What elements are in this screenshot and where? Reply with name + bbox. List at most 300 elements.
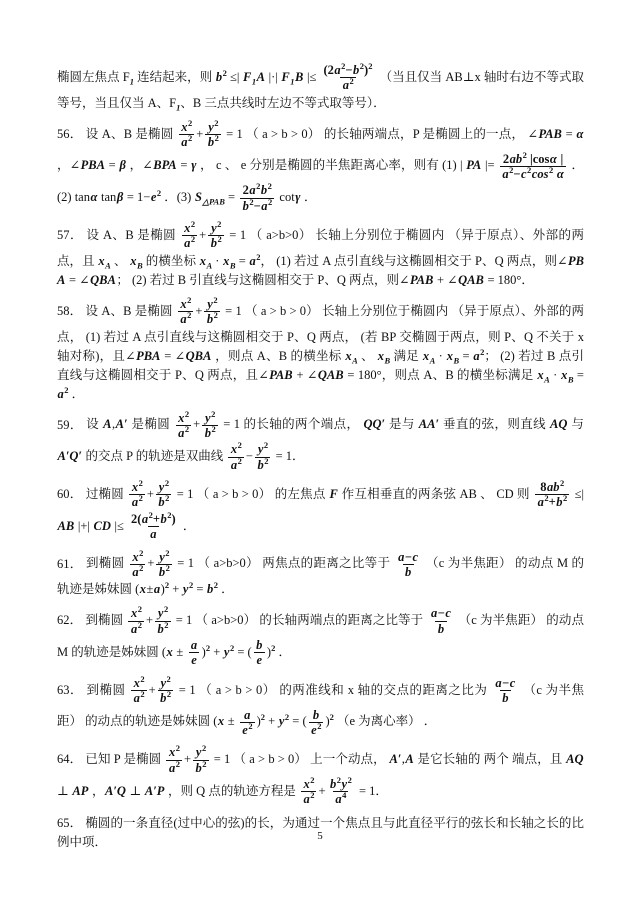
math-it: b [242, 198, 249, 213]
math-it: A [405, 752, 414, 766]
math-sup: 2 [329, 712, 334, 723]
math-sup: 2 [188, 117, 193, 128]
math-sup: 2 [336, 774, 342, 785]
math-sup: 2 [248, 720, 253, 731]
math-it: PAB [409, 272, 434, 287]
math-it: b [437, 621, 445, 636]
math-it: a [249, 183, 256, 198]
math-sup: 2 [164, 619, 169, 630]
math-it: y [211, 221, 217, 235]
math-it: a [57, 386, 64, 401]
math-sup: 2 [175, 758, 180, 769]
math-sub: B [136, 260, 143, 271]
math-sup: 2 [284, 712, 290, 723]
math-it: b [158, 495, 165, 510]
math-it: β [116, 190, 124, 204]
math-it: a [133, 691, 140, 706]
math-it: A′Q [105, 783, 126, 798]
math-fraction [202, 408, 218, 441]
math-fraction [179, 117, 195, 150]
math-it: b [195, 760, 202, 775]
math-it: AQ [550, 417, 568, 432]
math-sup: 2 [138, 477, 143, 488]
math-it: γ [295, 190, 301, 204]
math-it: AP [72, 783, 89, 798]
math-sup: 2 [137, 619, 142, 630]
math-sup: 2 [268, 196, 273, 207]
math-sup: 2 [522, 149, 527, 160]
problem-number: 64． [57, 752, 86, 766]
math-sup: 2 [188, 132, 193, 143]
math-fraction [129, 477, 145, 510]
math-sup: 2 [139, 562, 144, 573]
problem-number: 62． [57, 613, 86, 627]
math-sup: 2 [237, 455, 242, 466]
math-it: A′ [389, 752, 402, 766]
problem-number: 60． [57, 486, 86, 501]
problem-paragraph [57, 675, 584, 739]
math-it: A′ [115, 417, 128, 432]
math-it: a [502, 166, 509, 181]
math-sub: A [105, 260, 111, 271]
math-sub: A [544, 374, 550, 384]
math-sup: 4 [342, 790, 347, 801]
problem-paragraph [57, 605, 584, 669]
math-it: x [537, 367, 544, 382]
problem-content: 到椭圆 $\frac{x^2}{a^2}$ + $\frac{y^2}{b^2}$ = 1 （ a>b>0） 两焦点的距离之比等于 $\frac{a-c}{b}$ （c 为半焦距） 的动点 M 的轨迹是姊妹圆 $(x\pm a)^2 + y^2 = b^2$ ． [57, 547, 584, 597]
math-it: b [158, 564, 166, 579]
math-fraction: $\frac{8ab^2}{a^2+b^2}$ [535, 480, 569, 510]
math-it: b [257, 457, 264, 472]
math-sup: 2 [563, 493, 568, 504]
math-it: ab [546, 480, 560, 494]
math-sup: 2 [214, 117, 219, 128]
math-fraction [254, 638, 265, 668]
math-sup: 2 [64, 384, 69, 395]
math-it: PAB [269, 367, 293, 382]
math-it: x [303, 777, 310, 791]
math-it: b [207, 135, 215, 150]
math-sup: 2 [165, 547, 170, 558]
math-sup: 2 [480, 346, 485, 357]
math-it: a [334, 63, 341, 77]
math-it: QAB [317, 367, 344, 382]
math-sub: A [352, 355, 358, 365]
math-sup: 2 [256, 251, 261, 262]
math-it: c [520, 166, 527, 181]
math-sup: 2 [527, 164, 532, 175]
math-fraction [155, 606, 171, 636]
math-fraction: $\frac{a-c}{b}$ [398, 549, 419, 579]
math-it: α [576, 126, 584, 141]
problem-paragraph [57, 744, 584, 808]
math-sup: 2 [167, 509, 172, 520]
math-it: a [431, 606, 438, 621]
math-sub: 1 [176, 102, 181, 113]
math-it: y [208, 119, 214, 134]
problem-content: 到椭圆 $\frac{x^2}{a^2}$ + $\frac{y^2}{b^2}$ = 1 （ a>b>0） 的长轴两端点的距离之比等于 $\frac{a-c}{b}$ （c 为半焦距） 的动点 M 的轨迹是姊妹圆 (x ± $\frac{a}{e}$ )$^2 + y^2$ = ( $\frac{b}{e}$ )$^2$ ． [57, 604, 584, 668]
math-it: a [168, 760, 176, 775]
math-it: x [230, 442, 238, 457]
math-sup: 2 [190, 234, 196, 245]
math-it: a [335, 792, 342, 807]
math-it: ab [509, 151, 523, 166]
math-sup: 2 [263, 440, 269, 451]
math-it: b [204, 425, 211, 440]
math-it: a [130, 621, 138, 636]
math-it: QBA [90, 272, 116, 287]
problem-content: 到椭圆 $\frac{x^2}{a^2}$ + $\frac{y^2}{b^2}$ = 1 （ a > b > 0） 的两准线和 x 轴的交点的距离之比为 $\frac{a-c}{b}$ （c 为半焦距） 的动点的轨迹是姊妹圆 (x ± $\frac{a}{e^2}$ )$^2 + y^2$ = ( $\frac{b}{e^2}$ )$^2$ （e 为离心率） ． [57, 673, 584, 737]
math-it: γ [191, 158, 197, 173]
problem-paragraph [57, 479, 584, 543]
math-fraction: $\frac{a-c}{b}$ [431, 606, 451, 636]
math-it: y [157, 606, 164, 621]
problem-content: 设 A、B 是椭圆 $\frac{x^2}{a^2}$ + $\frac{y^2}{b^2}$ = 1 （ a > b > 0） 的长轴两端点，P 是椭圆上的一点， ∠PAB = α ，∠PBA = β ，∠BPA = γ ， c 、 e 分别是椭圆的半焦距离心率，则有 (1) | PA |= $\frac{2ab^2 |\cos\alpha |}{a^2-c^2\cos^2 \alpha}$ ．(2) tanα $\tan\beta = 1-e^2$ ．(3) $S_{\triangle PAB}$ = $\frac{2a^2b^2}{b^2-a^2}$ cotγ ． [57, 117, 584, 213]
math-it: a [180, 312, 187, 327]
problem-number: 56． [57, 126, 86, 141]
math-it: x [199, 253, 206, 268]
math-sup: 2 [184, 408, 190, 419]
math-sup: 2 [229, 642, 235, 653]
math-it: c [509, 675, 516, 690]
math-sup: 2 [188, 580, 194, 591]
math-it: AQ [566, 752, 584, 766]
math-sup: 2 [140, 688, 145, 699]
math-sup: 2 [310, 774, 315, 785]
math-it: b [207, 582, 214, 597]
math-sup: 2 [544, 493, 549, 504]
math-it: x [446, 348, 453, 363]
math-it: B [295, 69, 304, 84]
math-it: F [329, 486, 338, 501]
math-it: b [256, 638, 263, 652]
math-sup: 2 [137, 604, 142, 615]
math-it: y [159, 549, 165, 564]
math-fraction [309, 708, 324, 738]
math-sup: 2 [222, 67, 227, 78]
math-it: x [561, 367, 568, 382]
math-it: a [184, 236, 191, 251]
math-sup: 2 [214, 132, 219, 143]
math-sup: 2 [349, 76, 354, 87]
math-it: a [153, 582, 161, 597]
math-sup: 2 [509, 164, 514, 175]
math-sup: 2 [148, 509, 153, 520]
math-it: PA [466, 158, 482, 173]
math-it: b [215, 69, 223, 84]
math-sub: 1 [251, 76, 257, 87]
math-it: a [141, 511, 149, 526]
problem-paragraph [57, 62, 584, 113]
math-sub: 1 [129, 76, 134, 87]
problem-paragraph [57, 296, 584, 404]
math-fraction [178, 294, 194, 327]
problem-paragraph [57, 119, 584, 214]
math-sup: 2 [190, 218, 196, 229]
math-it: e [150, 190, 157, 204]
math-sup: 2 [310, 790, 315, 801]
math-sup: 2 [138, 493, 143, 504]
math-it: y [158, 480, 165, 494]
math-fraction [131, 673, 147, 706]
math-it: x [168, 745, 176, 760]
problem-content: 椭圆左焦点 $F_1$ 连结起来，则 $b^2$ ≤| $F_1A$ |·| $F_1B$ |≤ $\frac{(2a^2-b^2)^2}{a^2}$ （当且仅当 AB⊥x 轴时右边不等式取等号，当且仅当 A、$F_1$、B 三点共线时左边不等式取等号）． [57, 60, 584, 113]
math-it: x [131, 480, 139, 494]
math-it: x [130, 253, 137, 268]
math-it: x [166, 644, 173, 659]
problem-paragraph [57, 549, 584, 600]
math-it: A [256, 69, 265, 84]
math-it: x [139, 582, 147, 597]
math-fraction: $\frac{2ab^2 |\cos\alpha |}{a^2-c^2\cos^2 \alpha}$ [500, 152, 566, 182]
math-it: a [181, 135, 188, 150]
math-it: y [205, 410, 211, 425]
problem-paragraph [57, 410, 584, 474]
problem-number: 65． [57, 815, 86, 830]
math-it: PBA [136, 348, 161, 363]
math-sup: 2 [213, 294, 218, 305]
math-sup: 2 [256, 181, 261, 192]
math-it: b [160, 511, 167, 526]
math-it: PAB [538, 126, 562, 141]
math-it: AB [57, 518, 75, 533]
problem-content: 设 A、B 是椭圆 $\frac{x^2}{a^2}$ + $\frac{y^2}{b^2}$ = 1 （ a > b > 0） 长轴上分别位于椭圆内 （异于原点）、外部的两点， (1) 若过 A 点引直线与这椭圆相交于 P、Q 两点， (若 BP 交椭圆于两点，则 P、Q 不关于 x 轴对称)，且∠PBA = ∠QBA ，则点 A、B 的横坐标 $x_A$ 、 $x_B$ 满足 $x_A \cdot x_B = a^2$； (2) 若过 B 点引直线与这椭圆相交于 P、Q 两点，且∠PAB + ∠QAB = 180°，则点 A、B 的横坐标满足 $x_A \cdot x_B = a^2$ ． [57, 294, 584, 401]
math-fraction [130, 547, 146, 580]
math-sup: 2 [217, 218, 222, 229]
math-it: y [195, 745, 202, 760]
math-it: a [178, 425, 185, 440]
math-sup: 2 [267, 181, 272, 192]
math-it: e [242, 722, 248, 737]
math-it: A′P [144, 783, 165, 798]
math-it: a [303, 792, 310, 807]
math-it: β [119, 158, 126, 173]
math-it: e [191, 653, 197, 668]
math-it: a [537, 495, 544, 510]
math-it: b [206, 312, 214, 327]
math-sup: 2 [317, 720, 322, 731]
math-sup: 2 [187, 294, 192, 305]
math-fraction [328, 774, 354, 807]
math-it: b [210, 236, 217, 251]
problem-number: 57． [57, 227, 87, 242]
math-it: cos [531, 166, 549, 181]
math-it: b [330, 777, 337, 791]
math-sup: 2 [548, 164, 554, 175]
math-sup: 2 [347, 774, 352, 785]
math-it: a [342, 78, 349, 93]
math-it: x [98, 253, 105, 268]
math-sup: 2 [202, 758, 207, 769]
math-fraction [228, 442, 244, 472]
math-it: BPA [153, 158, 177, 173]
math-it: b [157, 621, 164, 636]
math-it: PBA [57, 253, 584, 287]
math-fraction [128, 606, 144, 636]
math-it: a [230, 457, 238, 472]
math-it: α [549, 151, 557, 166]
math-it: x [181, 119, 188, 134]
math-sub: B [384, 355, 391, 365]
math-fraction [204, 294, 220, 327]
math-sup: 2 [201, 743, 207, 754]
problem-number: 61． [57, 556, 87, 571]
math-sup: 2 [264, 455, 269, 466]
math-sub: A [206, 260, 213, 271]
math-it: b [405, 564, 412, 579]
math-it: S [194, 190, 202, 204]
math-fraction: $\frac{2a^2b^2}{b^2-a^2}$ [240, 183, 274, 213]
math-fraction: $\frac{a-c}{b}$ [495, 675, 516, 706]
math-fraction [240, 708, 255, 738]
math-it: b [353, 63, 360, 77]
math-sup: 2 [211, 408, 216, 419]
problem-paragraph [57, 220, 584, 290]
math-sup: 2 [187, 309, 192, 320]
math-it: y [207, 296, 213, 311]
math-it: F [243, 69, 252, 84]
page-footer [0, 830, 640, 842]
math-it: AA′ [418, 417, 439, 432]
math-sup: 2 [164, 580, 170, 591]
math-fraction [188, 638, 199, 668]
math-sup: 2 [211, 423, 216, 434]
math-it: b [312, 707, 320, 722]
math-fraction [166, 745, 182, 775]
math-it: c [412, 549, 419, 564]
math-it: x [223, 253, 230, 268]
math-it: PBA [80, 158, 105, 173]
problem-content: 已知 P 是椭圆 $\frac{x^2}{a^2}$ + $\frac{y^2}{b^2}$ = 1 （ a > b > 0） 上一个动点， A′,A 是它长轴的 两个 端点，且 AQ ⊥ AP ，A′Q ⊥ A′P ，则 Q 点的轨迹方程是 $\frac{x^2}{a^2}$ + $\frac{b^2y^2}{a^4}$ = 1． [57, 743, 584, 807]
math-sup: 2 [341, 60, 346, 71]
math-it: A [103, 417, 112, 432]
math-it: x [132, 549, 139, 564]
math-it: a [131, 495, 139, 510]
math-fraction [156, 547, 172, 580]
math-sup: 2 [217, 234, 222, 245]
math-fraction [156, 477, 172, 510]
math-sup: 2 [156, 187, 162, 198]
math-sup: 2 [213, 580, 219, 591]
math-sup: 2 [205, 642, 211, 653]
math-sup: 2 [559, 477, 565, 488]
math-it: a [150, 527, 157, 542]
math-it: x [377, 348, 384, 363]
math-fraction [182, 218, 198, 251]
math-sup: 2 [368, 60, 373, 71]
problem-content: 椭圆的一条直径(过中心的弦)的长，为通过一个焦点且与此直径平行的弦长和长轴之长的比例中项． [57, 815, 584, 849]
math-fraction: $\frac{2(a^2+b^2)}{a}$ [131, 509, 176, 542]
math-it: a [398, 549, 405, 564]
math-sup: 2 [139, 547, 144, 558]
math-sup: 2 [260, 712, 266, 723]
math-fraction: $\frac{(2a^2-b^2)^2}{a^2}$ [323, 60, 373, 93]
page-number: 5 [317, 830, 323, 842]
math-sup: 2 [163, 604, 169, 615]
problem-number: 59． [57, 417, 87, 432]
math-fraction [176, 408, 192, 441]
math-it: x [130, 606, 138, 621]
math-fraction [208, 218, 224, 251]
problem-number: 63． [57, 682, 87, 697]
math-sup: 2 [140, 673, 145, 684]
math-sup: 2 [359, 60, 365, 71]
math-it: a [132, 564, 139, 579]
math-it: a [244, 707, 251, 722]
math-sub: A [429, 355, 436, 365]
math-fraction [255, 442, 271, 472]
math-it: b [160, 691, 167, 706]
math-it: a [190, 638, 198, 652]
math-sup: 2 [165, 562, 170, 573]
math-sup: 2 [175, 743, 180, 754]
math-it: α [556, 166, 564, 181]
math-sub: 1 [290, 76, 295, 87]
math-sub: B [453, 355, 460, 365]
math-it: x [345, 348, 352, 363]
math-it: a [261, 198, 268, 213]
math-sup: 2 [213, 309, 218, 320]
math-sup: 2 [164, 477, 170, 488]
math-fraction [158, 673, 174, 706]
math-it: e [256, 653, 263, 668]
math-sup: 2 [165, 493, 170, 504]
math-it: α [90, 190, 98, 204]
math-it: b [502, 691, 509, 706]
math-fraction [193, 745, 209, 775]
math-it: QQ′ [363, 417, 386, 432]
math-it: b [556, 495, 563, 510]
math-sup: 2 [271, 642, 276, 653]
math-it: x [178, 410, 185, 425]
math-sup: 2 [184, 423, 190, 434]
math-sub: B [229, 260, 236, 271]
problem-number: 58． [57, 303, 86, 318]
math-sup: 2 [237, 440, 242, 451]
math-it: QBA [185, 348, 212, 363]
math-it: b [260, 183, 268, 198]
math-it: y [341, 777, 348, 791]
math-fraction [205, 117, 221, 150]
problem-content: 过椭圆 $\frac{x^2}{a^2}$ + $\frac{y^2}{b^2}$ = 1 （ a > b > 0） 的左焦点 F 作互相垂直的两条弦 AB 、 CD 则 $\frac{8ab^2}{a^2+b^2}$ ≤| AB |+| CD |≤ $\frac{2(a^2+b^2)}{a}$ ． [57, 477, 584, 542]
math-sup: 2 [249, 196, 254, 207]
math-it: x [422, 348, 430, 363]
math-it: x [133, 675, 140, 690]
math-it: y [278, 714, 285, 729]
math-sup: 2 [166, 688, 172, 699]
math-sup: 2 [166, 673, 171, 684]
math-it: a [495, 675, 502, 690]
math-it: x [180, 296, 187, 311]
math-it: a [249, 253, 256, 268]
math-it: QAB [458, 272, 484, 287]
math-it: e [311, 722, 317, 737]
math-it: A′Q′ [57, 449, 82, 463]
math-it: x [217, 714, 225, 729]
math-it: y [160, 675, 167, 690]
math-sub: △PAB [202, 196, 225, 207]
math-it: F [281, 69, 290, 84]
problem-content: 设 A、B 是椭圆 $\frac{x^2}{a^2}$ + $\frac{y^2}{b^2}$ = 1 （ a>b>0） 长轴上分别位于椭圆内 （异于原点）、外部的两点，且 $x_A$ 、 $x_B$ 的横坐标 $x_A \cdot x_B = a^2$， (1) 若过 A 点引直线与这椭圆相交于 P、Q 两点，则∠PBA = ∠QBA； (2) 若过 B 引直线与这椭圆相交于 P、Q 两点，则∠PAB + ∠QAB = 180°． [57, 218, 584, 287]
math-it: c [445, 606, 451, 621]
math-sub: B [567, 374, 574, 384]
math-fraction [301, 774, 317, 807]
math-it: a [473, 348, 480, 363]
math-it: x [184, 221, 191, 235]
problem-content: 设 A,A′ 是椭圆 $\frac{x^2}{a^2}$ + $\frac{y^2}{b^2}$ = 1 的长轴的两个端点， QQ′ 是与 AA′ 垂直的弦，则直线 AQ 与 A′Q′ 的交点 P 的轨迹是双曲线 $\frac{x^2}{a^2}$ − $\frac{y^2}{b^2}$ = 1． [57, 408, 584, 472]
math-it: y [223, 644, 230, 659]
math-it: y [182, 582, 189, 597]
